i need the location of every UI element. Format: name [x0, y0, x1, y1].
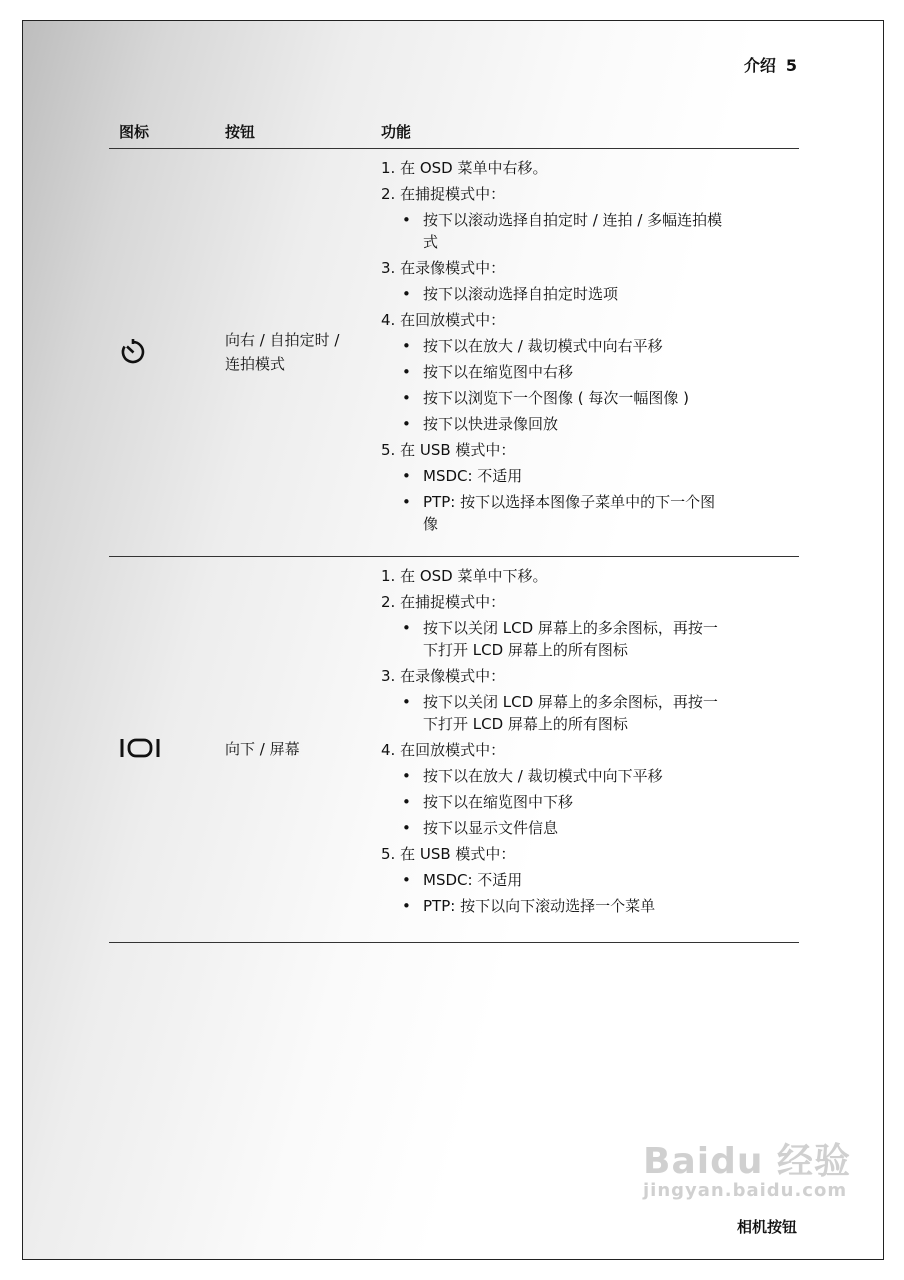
column-header-function: 功能: [381, 123, 412, 141]
function-bullet: • 按下以关闭 LCD 屏幕上的多余图标，再按一 下打开 LCD 屏幕上的所有图标: [402, 693, 718, 733]
button-label-line: 连拍模式: [225, 355, 286, 373]
page-header: [744, 53, 797, 76]
watermark-logo-text: Baidu 经验: [643, 1141, 852, 1182]
manual-page: [22, 20, 884, 1260]
footer-section-title: 相机按钮: [736, 1218, 797, 1236]
header-rule: [109, 148, 799, 149]
function-bullet: • MSDC: 不适用: [402, 467, 523, 485]
function-bullet: • 按下以在放大 / 裁切模式中向右平移: [402, 337, 663, 355]
function-bullet: • PTP: 按下以选择本图像子菜单中的下一个图 像: [402, 493, 716, 533]
page-number: 5: [785, 56, 797, 75]
column-header-button: 按钮: [225, 123, 256, 141]
function-step: 4. 在回放模式中：: [381, 741, 506, 759]
function-bullet: • 按下以滚动选择自拍定时 / 连拍 / 多幅连拍模 式: [402, 211, 723, 251]
function-step: 1. 在 OSD 菜单中下移。: [381, 567, 548, 585]
function-bullet: • 按下以快进录像回放: [402, 415, 559, 433]
function-bullet: • 按下以在缩览图中下移: [402, 793, 574, 811]
function-bullet: • 按下以显示文件信息: [402, 819, 559, 837]
function-step: 4. 在回放模式中：: [381, 311, 506, 329]
function-bullet: • PTP: 按下以向下滚动选择一个菜单: [402, 897, 656, 915]
header-title: 介绍: [743, 56, 776, 75]
screen-display-icon: [119, 737, 161, 763]
function-bullet: • 按下以在缩览图中右移: [402, 363, 574, 381]
function-step: 2. 在捕捉模式中：: [381, 593, 506, 611]
function-step: 3. 在录像模式中：: [381, 259, 506, 277]
function-step: 5. 在 USB 模式中：: [381, 845, 516, 863]
function-list-row1: [381, 153, 791, 535]
function-step: 1. 在 OSD 菜单中右移。: [381, 159, 548, 177]
column-header-icon: 图标: [119, 123, 150, 141]
function-bullet: • 按下以浏览下一个图像 ( 每次一幅图像 ): [402, 389, 690, 407]
row-divider: [109, 556, 799, 557]
function-bullet: • 按下以滚动选择自拍定时选项: [402, 285, 619, 303]
function-list-row2: [381, 561, 791, 917]
function-step: 2. 在捕捉模式中：: [381, 185, 506, 203]
table-bottom-rule: [109, 942, 799, 943]
function-bullet: • 按下以在放大 / 裁切模式中向下平移: [402, 767, 663, 785]
button-label-right-selftimer: [225, 328, 339, 376]
function-step: 5. 在 USB 模式中：: [381, 441, 516, 459]
watermark-url: jingyan.baidu.com: [643, 1180, 848, 1201]
function-bullet: • 按下以关闭 LCD 屏幕上的多余图标，再按一 下打开 LCD 屏幕上的所有图标: [402, 619, 718, 659]
button-label-line: 向下 / 屏幕: [225, 740, 300, 758]
function-step: 3. 在录像模式中：: [381, 667, 506, 685]
button-label-line: 向右 / 自拍定时 /: [225, 331, 340, 349]
button-label-down-display: [225, 737, 300, 761]
watermark: [643, 1133, 851, 1201]
self-timer-icon: [119, 337, 147, 369]
function-bullet: • MSDC: 不适用: [402, 871, 523, 889]
